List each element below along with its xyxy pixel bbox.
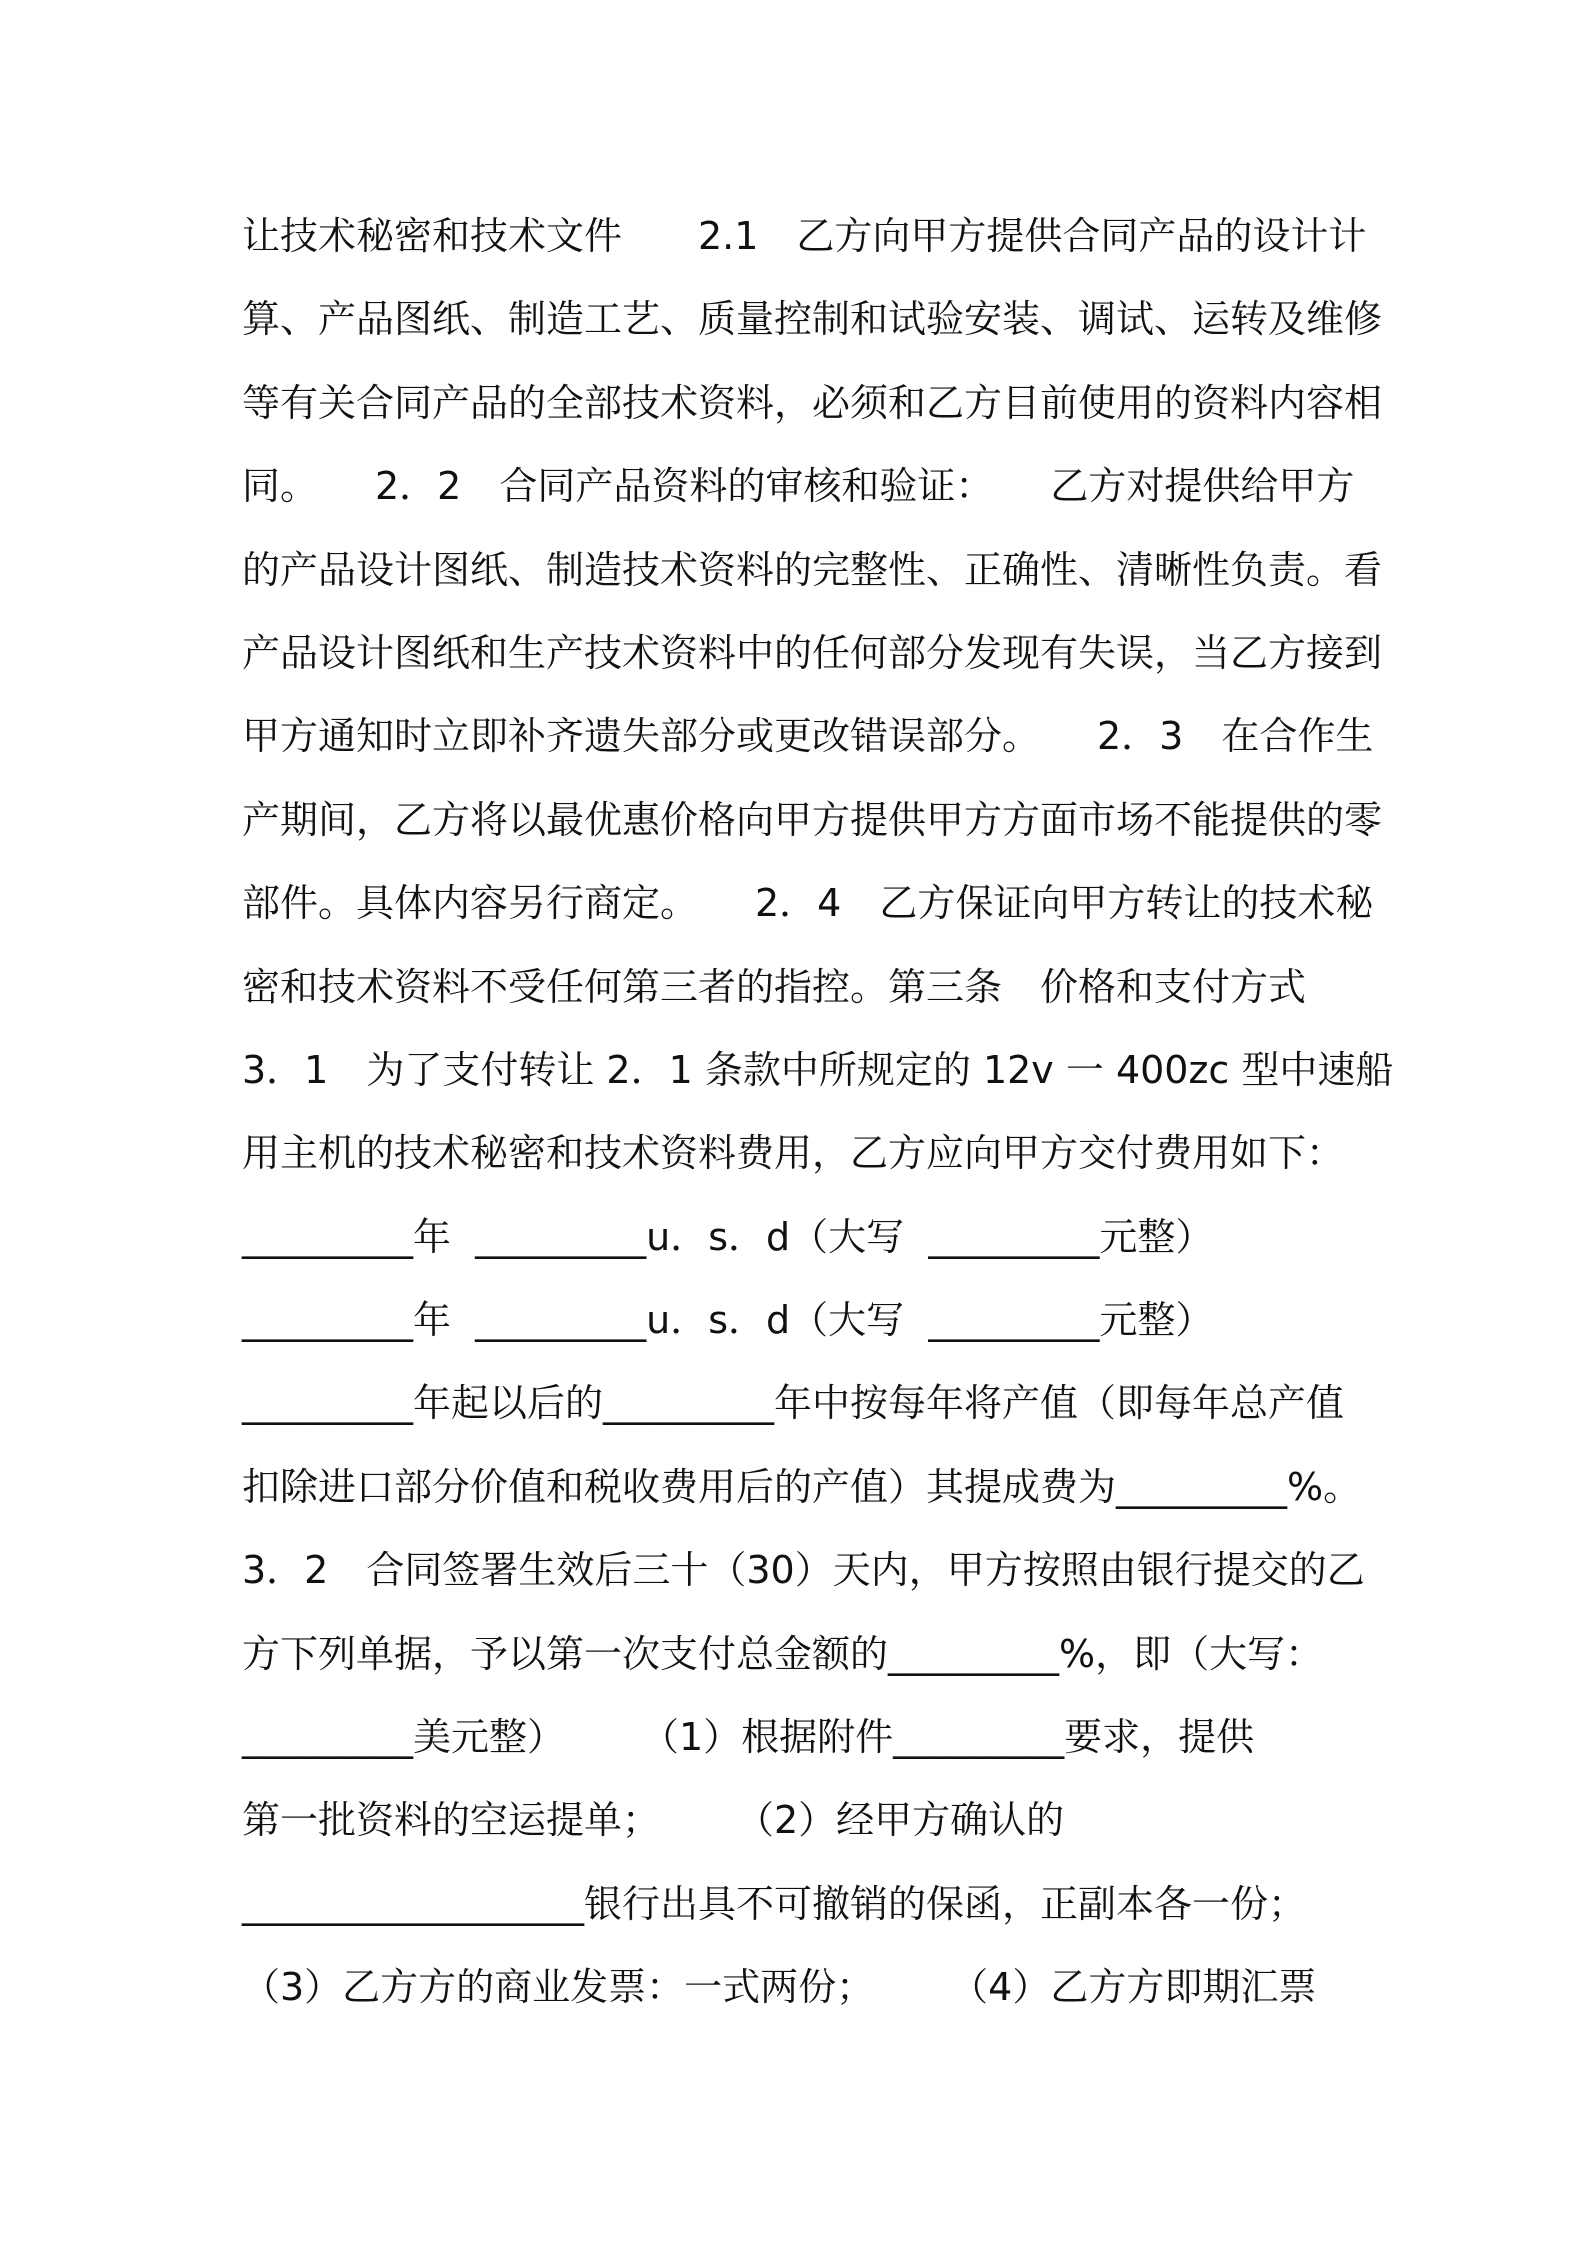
text-line-18: 方下列单据，予以第一次支付总金额的_________%，即（大写： xyxy=(242,1631,1324,1676)
text-line-16: 扣除进口部分价值和税收费用后的产值）其提成费为_________%。 xyxy=(242,1464,1362,1509)
text-line-3: 等有关合同产品的全部技术资料，必须和乙方目前使用的资料内容相 xyxy=(242,380,1383,425)
text-line-2: 算、产品图纸、制造工艺、质量控制和试验安装、调试、运转及维修 xyxy=(242,297,1383,342)
text-line-1: 让技术秘密和技术文件 2.1 乙方向甲方提供合同产品的设计计 xyxy=(242,214,1367,258)
text-line-5: 的产品设计图纸、制造技术资料的完整性、正确性、清晰性负责。看 xyxy=(242,547,1383,592)
text-line-20: 第一批资料的空运提单； （2）经甲方确认的 xyxy=(242,1798,1065,1843)
text-line-21: __________________银行出具不可撤销的保函，正副本各一份； xyxy=(242,1881,1307,1926)
text-line-13: _________年 _________u．s．d（大写 _________元整） xyxy=(242,1214,1214,1259)
text-line-6: 产品设计图纸和生产技术资料中的任何部分发现有失误，当乙方接到 xyxy=(242,630,1383,675)
text-line-10: 密和技术资料不受任何第三者的指控。第三条 价格和支付方式 xyxy=(242,964,1307,1009)
text-line-9: 部件。具体内容另行商定。 2．4 乙方保证向甲方转让的技术秘 xyxy=(242,881,1374,926)
text-line-22: （3）乙方方的商业发票：一式两份； （4）乙方方即期汇票 xyxy=(242,1965,1317,2010)
text-line-15: _________年起以后的_________年中按每年将产值（即每年总产值 xyxy=(242,1381,1345,1426)
text-line-7: 甲方通知时立即补齐遗失部分或更改错误部分。 2．3 在合作生 xyxy=(242,714,1374,759)
text-line-17: 3．2 合同签署生效后三十（30）天内，甲方按照由银行提交的乙 xyxy=(242,1548,1365,1593)
text-line-8: 产期间，乙方将以最优惠价格向甲方提供甲方方面市场不能提供的零 xyxy=(242,797,1383,842)
text-line-11: 3．1 为了支付转让 2．1 条款中所规定的 12v 一 400zc 型中速船 xyxy=(242,1047,1394,1092)
contract-text-block xyxy=(242,195,1394,2030)
text-line-19: _________美元整） （1）根据附件_________要求，提供 xyxy=(242,1715,1255,1760)
text-line-14: _________年 _________u．s．d（大写 _________元整） xyxy=(242,1298,1214,1343)
text-line-12: 用主机的技术秘密和技术资料费用，乙方应向甲方交付费用如下： xyxy=(242,1131,1345,1176)
text-line-4: 同。 2．2 合同产品资料的审核和验证： 乙方对提供给甲方 xyxy=(242,464,1355,509)
